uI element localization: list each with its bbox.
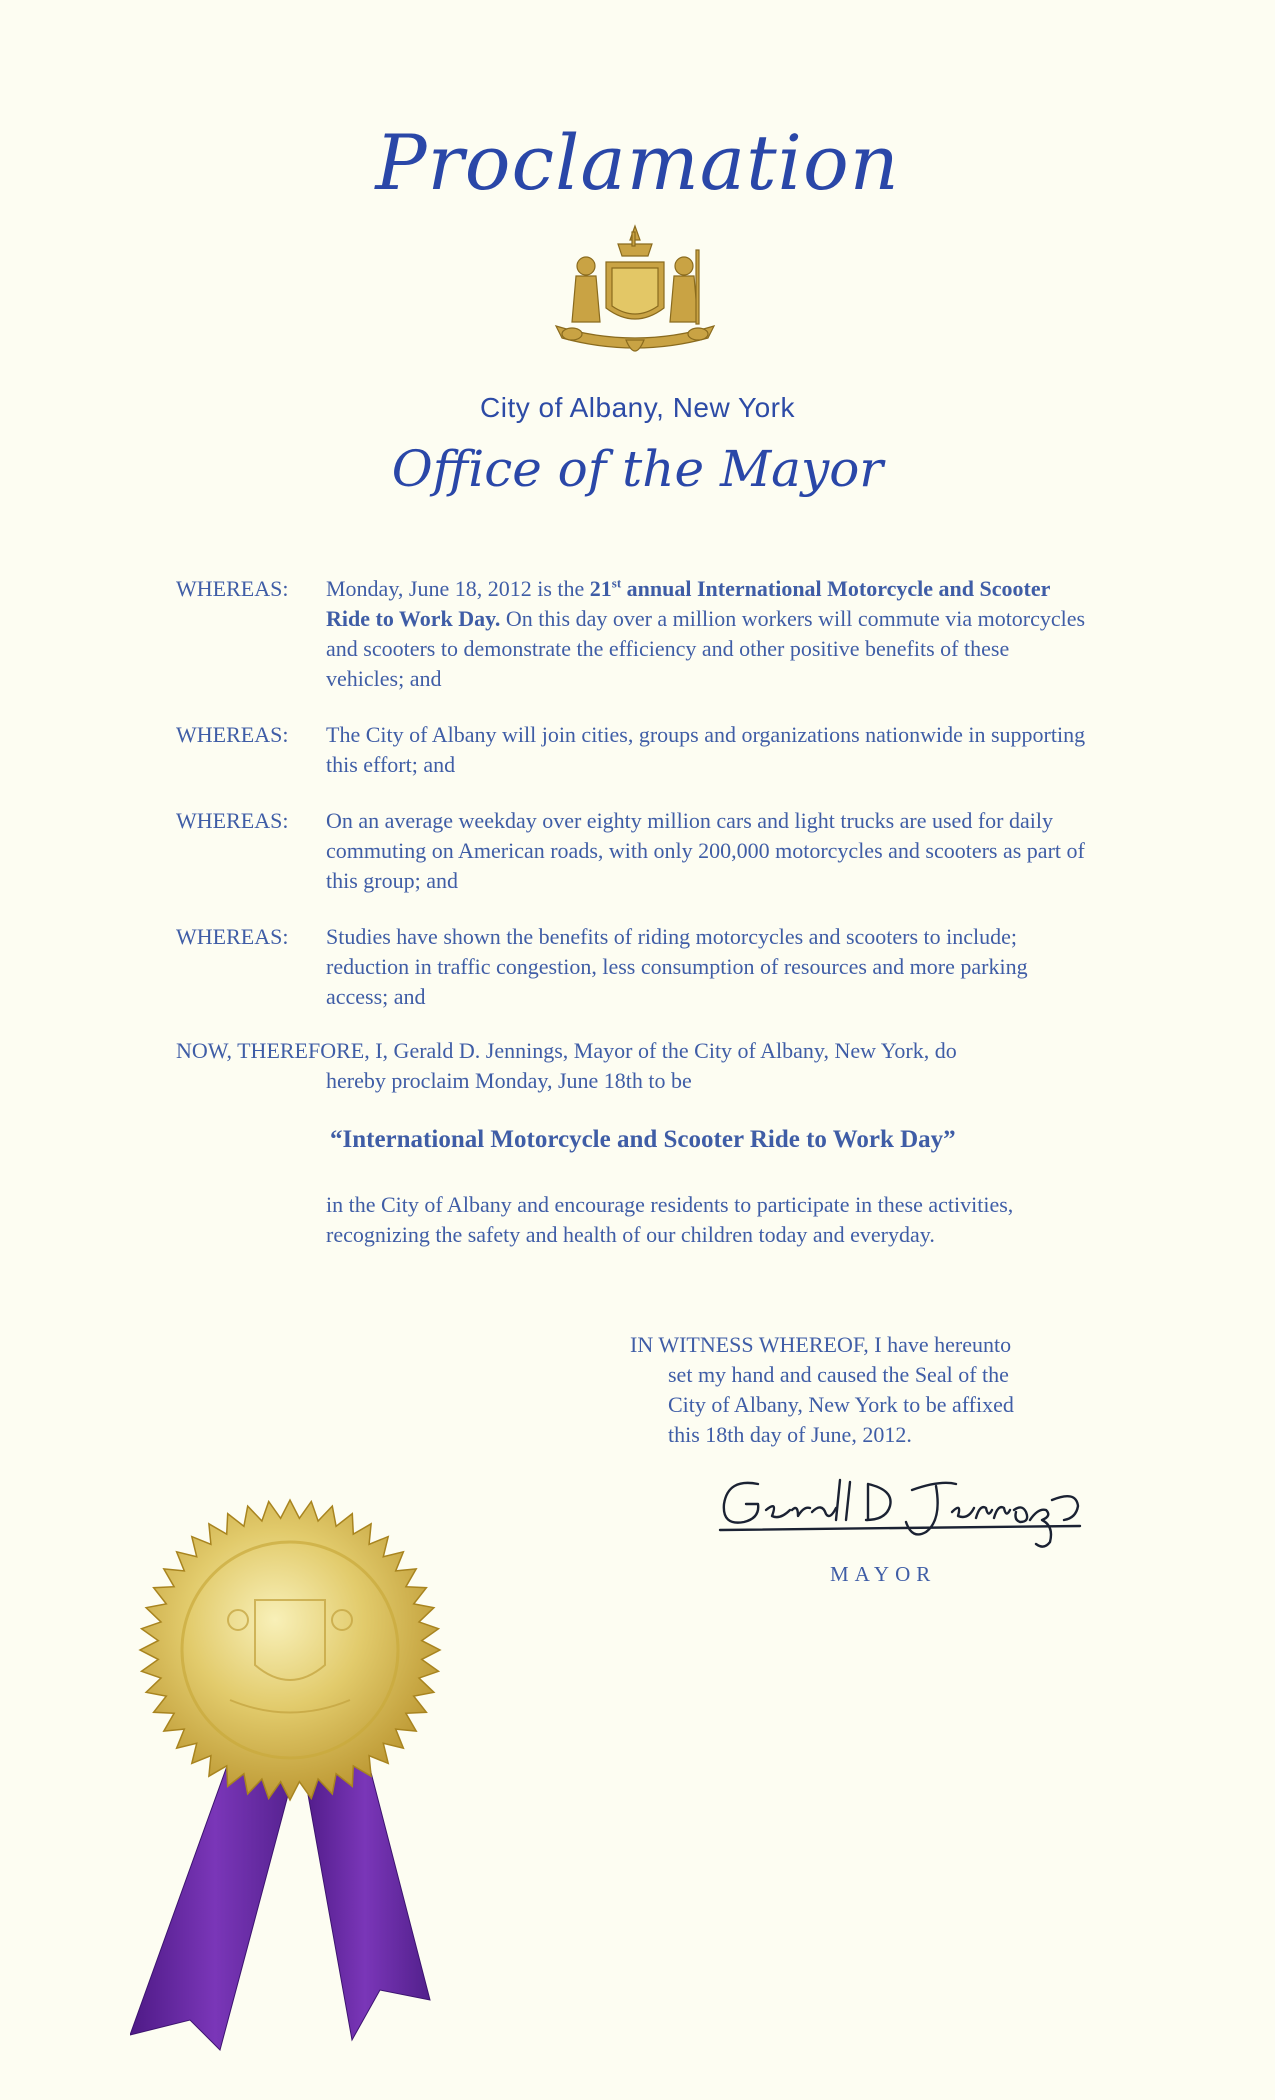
proclaim-line: hereby proclaim Monday, June 18th to be bbox=[326, 1068, 692, 1093]
witness-line: this 18th day of June, 2012. bbox=[668, 1422, 912, 1447]
whereas-label: WHEREAS: bbox=[176, 576, 289, 601]
mayor-title: MAYOR bbox=[830, 1562, 937, 1586]
ordinal-suffix: st bbox=[611, 575, 622, 591]
whereas-text: The City of Albany will join cities, groups and organizations nationwide in supporting this effort; and bbox=[326, 722, 1086, 777]
edition-number: 21 bbox=[589, 576, 612, 601]
witness-line: IN WITNESS WHEREOF, I have hereunto bbox=[630, 1332, 1012, 1357]
city-crest-emblem bbox=[548, 222, 722, 367]
witness-line: set my hand and caused the Seal of the bbox=[668, 1362, 1009, 1387]
witness-line: City of Albany, New York to be affixed bbox=[668, 1392, 1014, 1417]
proclamation-title: Proclamation bbox=[375, 118, 900, 207]
closing-paragraph: in the City of Albany and encourage residents to participate in these activities, recognizing the safety and health of our children today and everyday. bbox=[326, 1192, 1014, 1247]
event-name: annual International Motorcycle and Scooter Ride to Work Day. bbox=[326, 576, 1050, 631]
gold-seal-with-ribbon bbox=[130, 1480, 450, 2080]
whereas-label: WHEREAS: bbox=[176, 924, 289, 949]
whereas-label: WHEREAS: bbox=[176, 808, 289, 833]
city-name: City of Albany, New York bbox=[480, 392, 795, 423]
whereas-text: On an average weekday over eighty million cars and light trucks are used for daily commuting on American roads, with only 200,000 motorcycles and scooters as part of this group; and bbox=[326, 808, 1085, 893]
whereas-text-part: Monday, June 18, 2012 is the bbox=[326, 576, 590, 601]
whereas-text: Studies have shown the benefits of riding motorcycles and scooters to include; reduction in traffic congestion, less consumption of resources and more parking access; and bbox=[326, 924, 1028, 1009]
whereas-label: WHEREAS: bbox=[176, 722, 289, 747]
office-of-the-mayor: Office of the Mayor bbox=[391, 440, 884, 498]
whereas-text-part: On this day over a million workers will commute via motorcycles and scooters to demonstrate the efficiency and other positive benefits of these vehicles; and bbox=[326, 606, 1086, 691]
witness-block bbox=[630, 1330, 1070, 1450]
now-therefore-line: NOW, THEREFORE, I, Gerald D. Jennings, Mayor of the City of Albany, New York, do bbox=[176, 1038, 957, 1063]
proclaimed-day-title: “International Motorcycle and Scooter Ride to Work Day” bbox=[330, 1126, 956, 1153]
whereas-text bbox=[326, 574, 1086, 694]
mayor-signature bbox=[680, 1460, 1100, 1550]
